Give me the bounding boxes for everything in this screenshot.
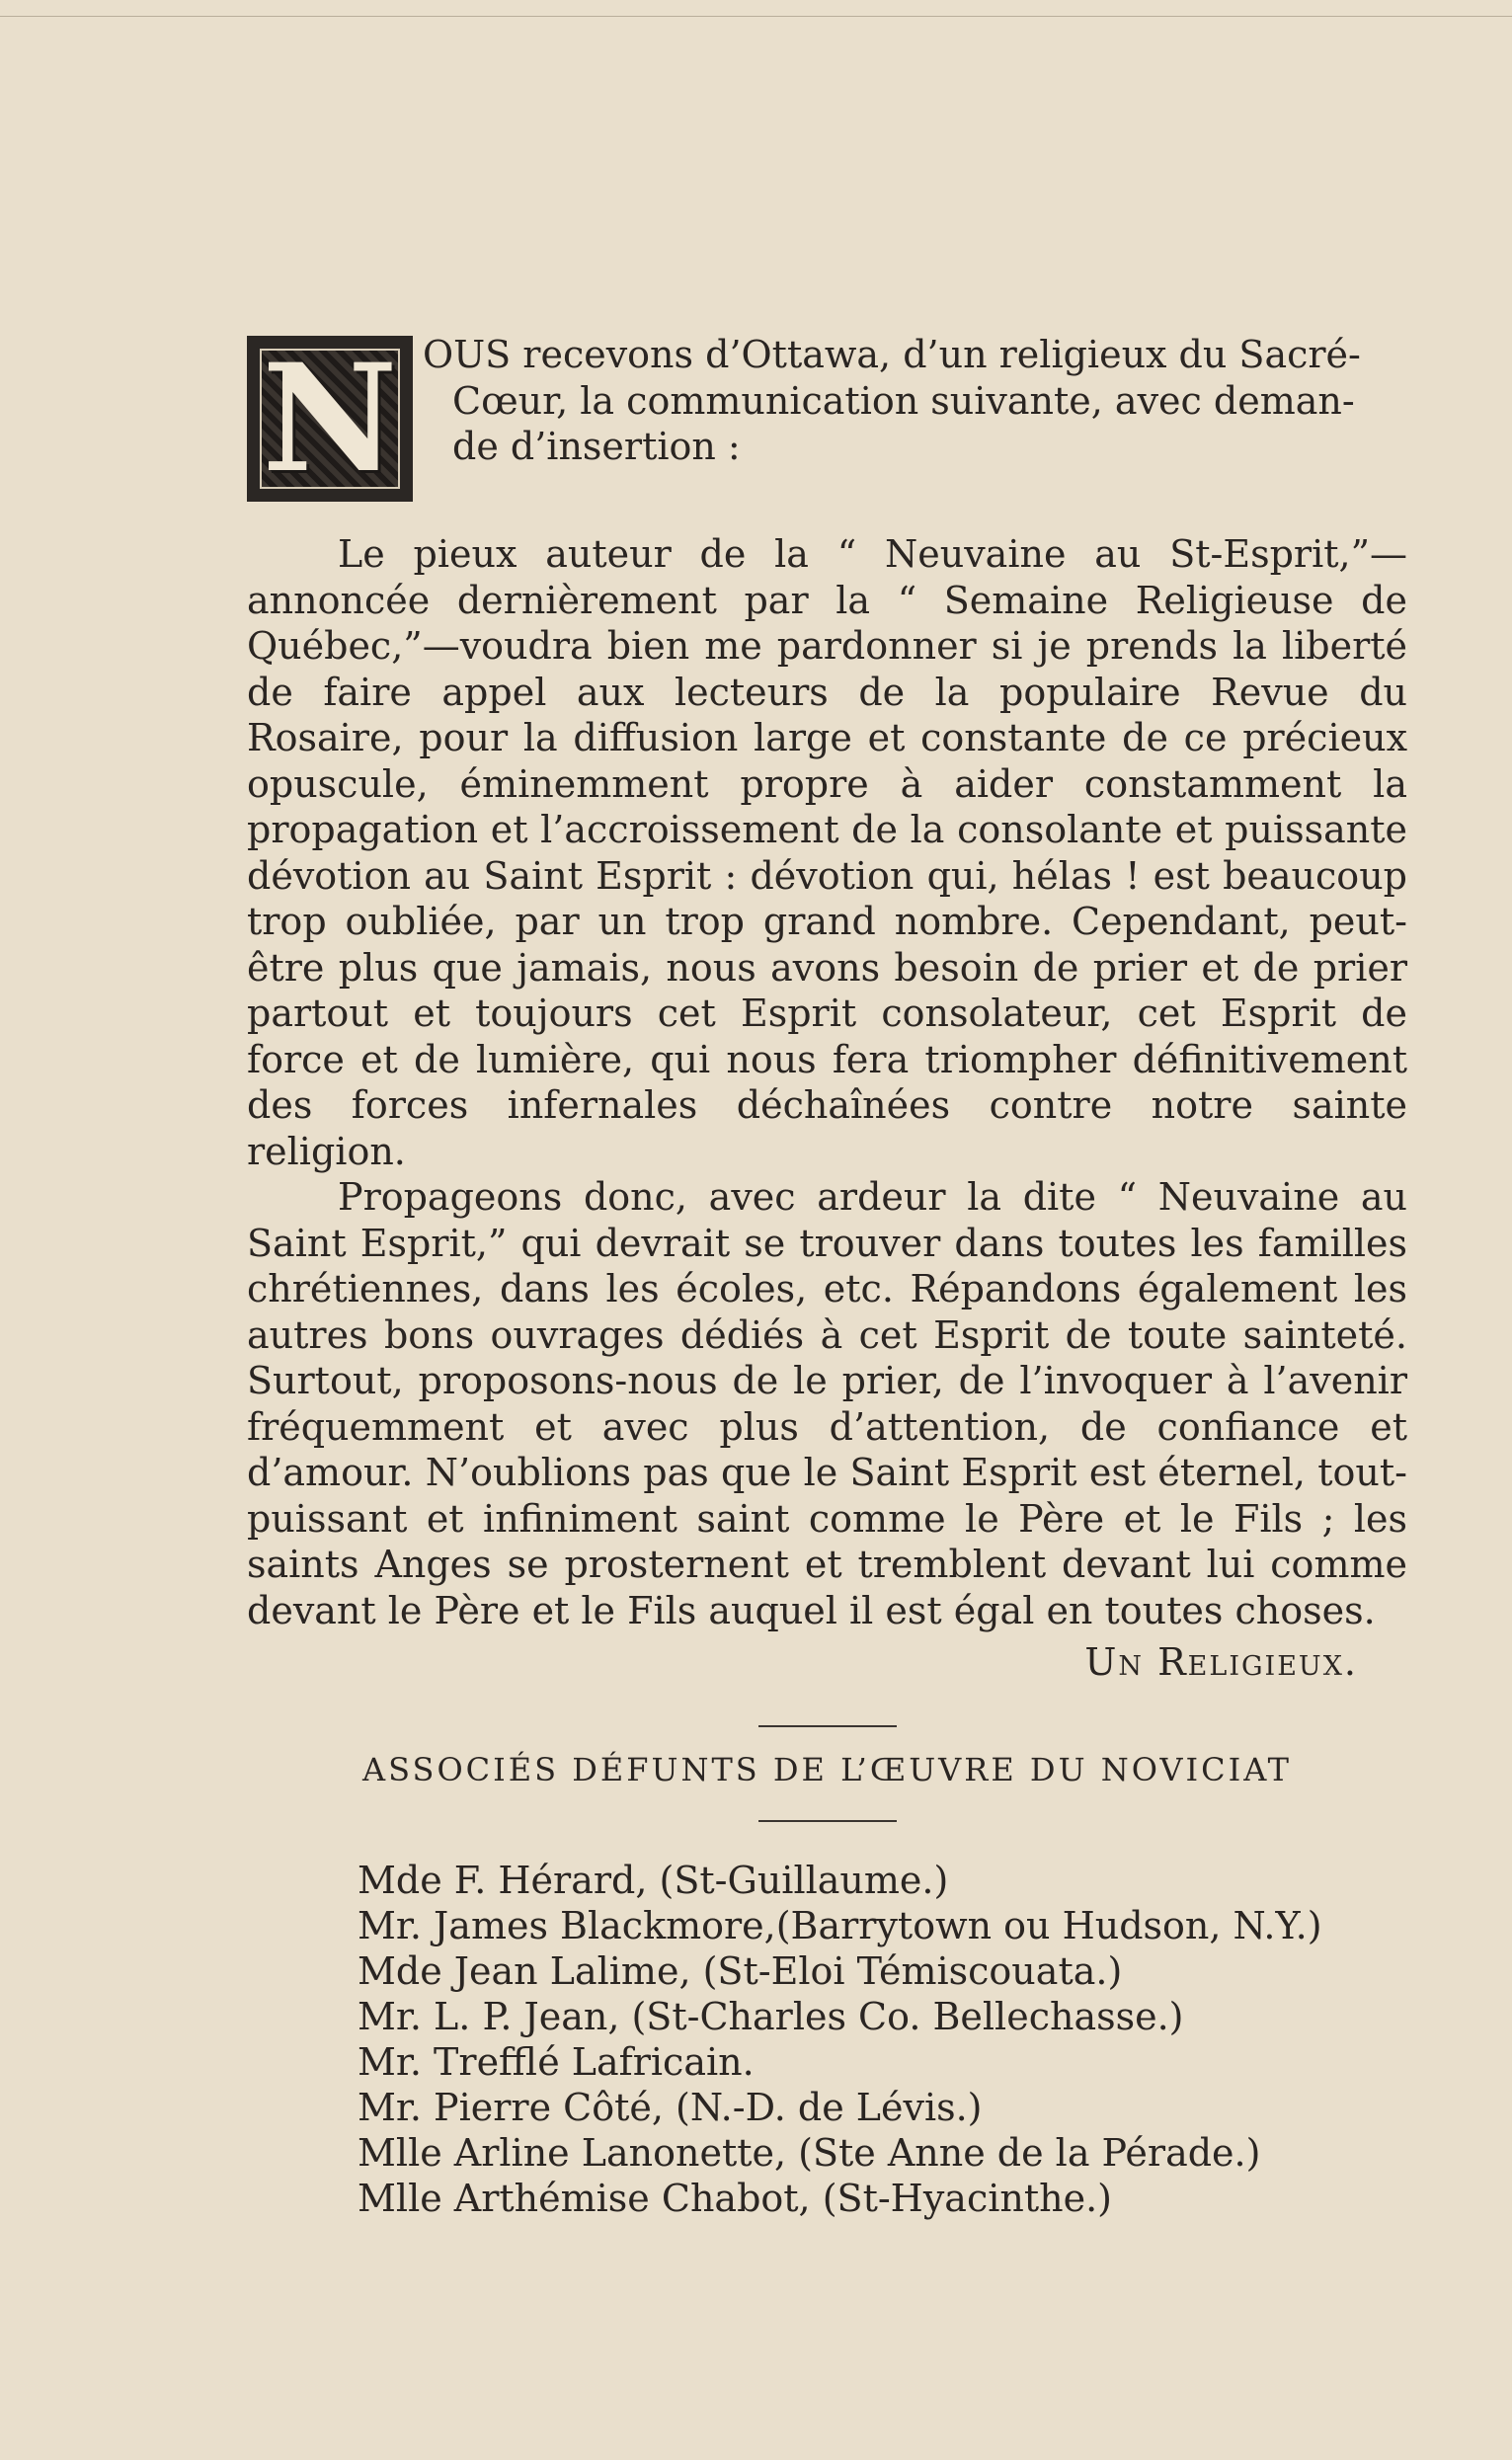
paragraph-1: Le pieux auteur de la “ Neuvaine au St-Esprit,”—annoncée dernièrement par la “ Semaine Religieuse de Québec,”—voudra bien me pardonner si je prends la liberté de faire appel aux lecteurs de la populaire Revue du Rosaire, pour la diffusion large et constante de ce précieux opuscule, éminemment propre à aider constamment la propagation et l’accroissement de la consolante et puissante dévotion au Saint Esprit : dévotion qui, hélas ! est beaucoup trop oubliée, par un trop grand nombre. Cependant, peut-être plus que jamais, nous avons besoin de prier et de prier partout et toujours cet Esprit consolateur, cet Esprit de force et de lumière, qui nous fera triompher définitivement des forces infernales déchaînées contre notre sainte religion. [247, 532, 1407, 1173]
article-body [247, 316, 1407, 2221]
paragraph-2: Propageons donc, avec ardeur la dite “ Neuvaine au Saint Esprit,” qui devrait se trouver dans toutes les familles chrétiennes, dans les écoles, etc. Répandons également les autres bons ouvrages dédiés à cet Esprit de toute sainteté. Surtout, proposons-nous de le prier, de l’invoquer à l’avenir fréquemment et avec plus d’attention, de confiance et d’amour. N’oublions pas que le Saint Esprit est éternel, tout-puissant et infiniment saint comme le Père et le Fils ; les saints Anges se prosternent et tremblent devant lui comme devant le Père et le Fils auquel il est égal en toutes choses. [247, 1175, 1407, 1632]
opening-lines [423, 316, 1407, 470]
opening-line-2: Cœur, la communication suivante, avec deman- [452, 378, 1355, 423]
section-heading: ASSOCIÉS DÉFUNTS DE L’ŒUVRE DU NOVICIAT [362, 1750, 1292, 1788]
list-item: Mde F. Hérard, (St-Guillaume.) [358, 1859, 949, 1902]
section-divider-bottom [758, 1820, 897, 1822]
top-page-rule [0, 16, 1512, 17]
list-item: Mr. James Blackmore,(Barrytown ou Hudson, N.Y.) [358, 1904, 1322, 1947]
opening-line-1: OUS recevons d’Ottawa, d’un religieux du Sacré- [423, 333, 1361, 376]
list-item: Mr. Pierre Côté, (N.-D. de Lévis.) [358, 2086, 983, 2129]
list-item: Mlle Arthémise Chabot, (St-Hyacinthe.) [358, 2177, 1112, 2220]
list-item: Mde Jean Lalime, (St-Eloi Témiscouata.) [358, 1949, 1123, 1993]
list-item: Mr. L. P. Jean, (St-Charles Co. Bellechasse.) [358, 1995, 1184, 2038]
signature: Un Religieux. [1084, 1640, 1358, 1684]
opening-line-3: de d’insertion : [452, 425, 741, 468]
list-item: Mlle Arline Lanonette, (Ste Anne de la Pérade.) [358, 2131, 1261, 2175]
opening-block [247, 316, 1407, 504]
dropcap-letter: N [262, 332, 398, 506]
ornamental-dropcap [247, 332, 413, 506]
section-divider-top [758, 1725, 897, 1727]
list-item: Mr. Trefflé Lafricain. [358, 2040, 755, 2084]
deceased-list [358, 1858, 1407, 2221]
